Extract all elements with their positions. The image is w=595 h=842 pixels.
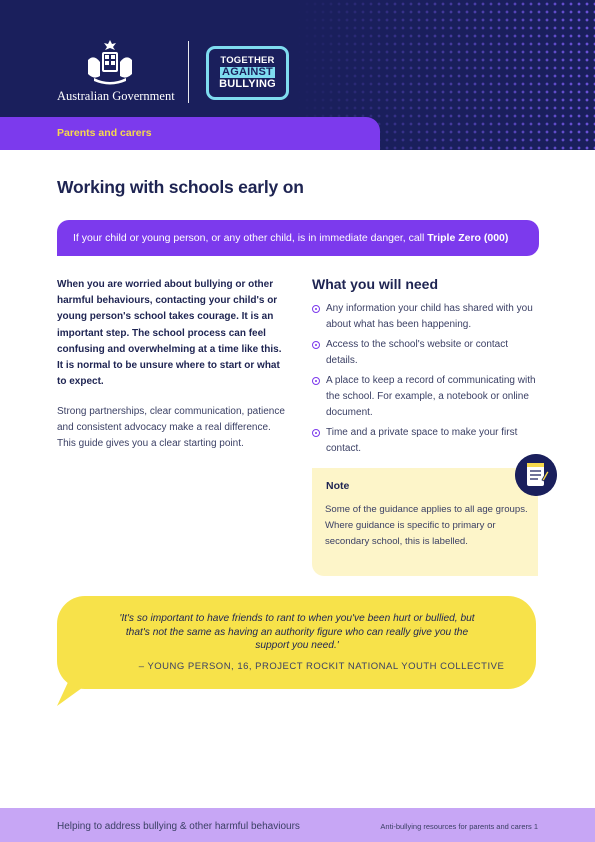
alert-emphasis: Triple Zero (000) (427, 232, 509, 244)
page-title: Working with schools early on (57, 177, 304, 197)
list-item-text: Time and a private space to make your first contact. (326, 427, 518, 454)
list-item (312, 301, 542, 333)
circle-dot-icon (312, 341, 320, 349)
page-footer (0, 808, 595, 842)
needs-list (312, 301, 542, 461)
list-item (312, 425, 542, 457)
list-item-text: Access to the school's website or contact details. (326, 339, 508, 366)
circle-dot-icon (312, 377, 320, 385)
circle-dot-icon (312, 305, 320, 313)
page-header (0, 0, 595, 150)
quote-attribution: – YOUNG PERSON, 16, PROJECT ROCKIT NATIONAL YOUTH COLLECTIVE (138, 661, 505, 672)
note-box (312, 468, 538, 576)
alert-text (73, 232, 508, 244)
section-tab (0, 117, 380, 150)
logo-line-2: AGAINST (222, 65, 273, 78)
note-text: Some of the guidance applies to all age groups. Where guidance is specific to primary or secondary school, this is labelled. (325, 504, 528, 547)
body-paragraph: Strong partnerships, clear communication, patience and consistent advocacy make a real difference. This guide gives you a clear starting point. (57, 406, 285, 450)
government-name: Australian Government (57, 89, 175, 103)
emergency-alert-banner (57, 220, 539, 256)
quote-bubble (57, 596, 536, 689)
section-label: Parents and carers (57, 127, 152, 139)
list-item-text: A place to keep a record of communicating with the school. For example, a notebook or online document. (326, 375, 536, 418)
footer-right-text: Anti-bullying resources for parents and carers 1 (380, 822, 538, 831)
what-you-need-heading: What you will need (312, 276, 439, 292)
together-against-bullying-logo (206, 46, 289, 100)
list-item-text: Any information your child has shared with you about what has been happening. (326, 303, 533, 330)
note-title: Note (326, 480, 350, 492)
logo-line-3: BULLYING (219, 77, 276, 90)
coat-of-arms-icon (80, 40, 140, 88)
header-divider (188, 41, 189, 103)
footer-left-text: Helping to address bullying & other harmful behaviours (57, 821, 300, 832)
quote-text: 'It's so important to have friends to rant to when you've been hurt or bullied, but that's not the same as having an authority figure who can really give you the support you need.' (119, 613, 475, 651)
notepad-icon (515, 454, 557, 496)
circle-dot-icon (312, 429, 320, 437)
alert-message: If your child or young person, or any other child, is in immediate danger, call (73, 232, 428, 244)
list-item (312, 337, 542, 369)
intro-paragraph: When you are worried about bullying or other harmful behaviours, contacting your child's or young person's school takes courage. It is an important step. The school process can feel confusing and overwhelming at a time like this. It is normal to be unsure where to start or what to expect. (57, 279, 282, 388)
logo-line-1: TOGETHER (220, 55, 275, 67)
list-item (312, 373, 542, 421)
